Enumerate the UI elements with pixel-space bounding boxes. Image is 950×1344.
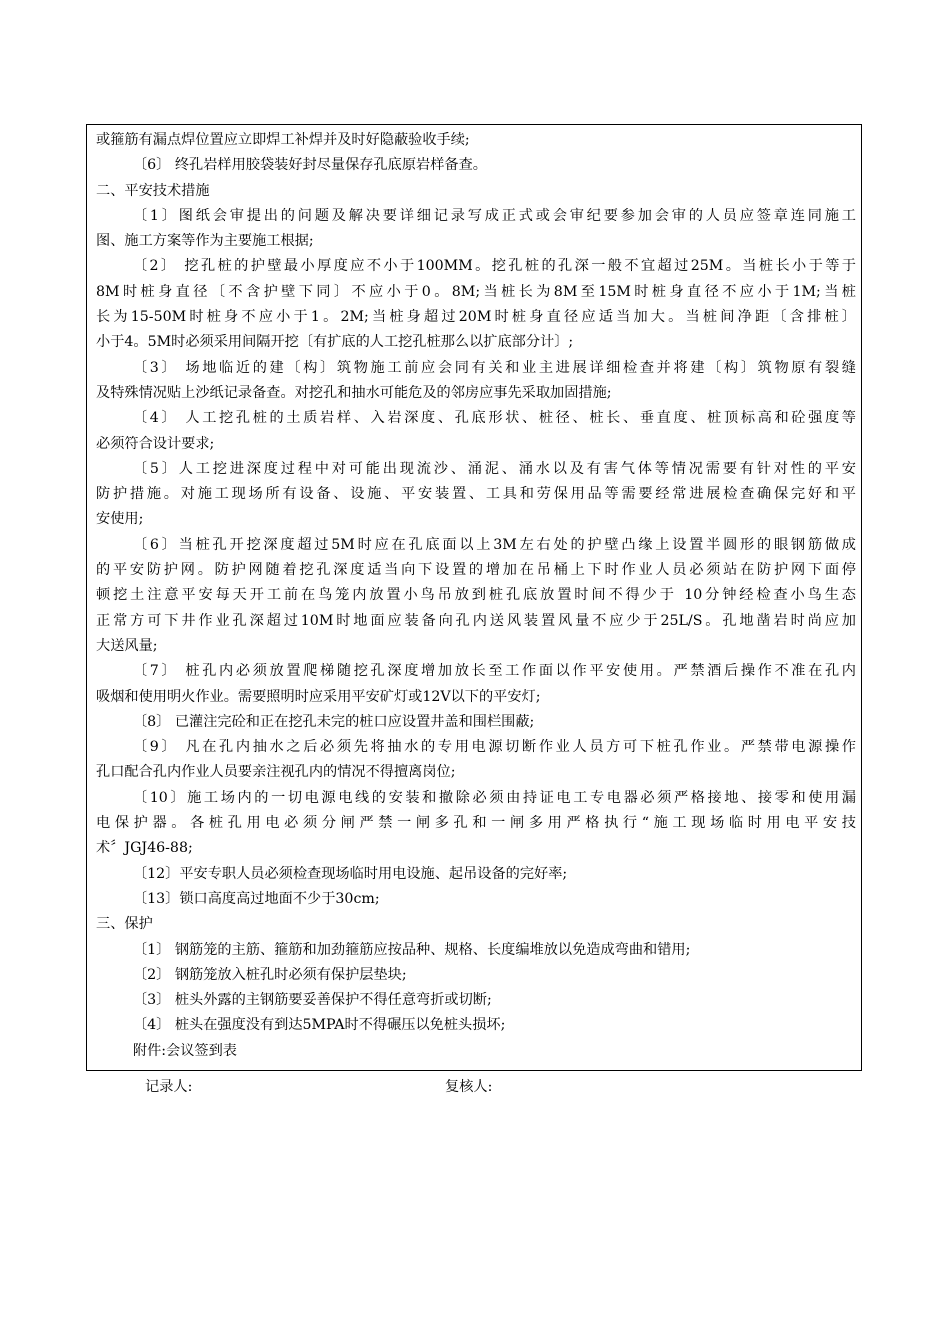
text-line: 〔1〕图纸会审提出的问题及解决要详细记录写成正式或会审纪要参加会审的人员应签章连同施工 (132, 207, 856, 224)
reviewer-label: 复核人: (445, 1079, 493, 1095)
text-line: 顿挖土注意平安每天开工前在鸟笼内放置小鸟吊放到桩孔底放置时间不得少于 10分钟经检查小鸟生态 (96, 587, 856, 604)
text-line: 安使用; (96, 511, 144, 528)
text-line: 图、施工方案等作为主要施工根据; (96, 233, 314, 250)
text-line: 〔5〕人工挖进深度过程中对可能出现流沙、涌泥、涌水以及有害气体等情况需要有针对性的平安 (132, 460, 856, 477)
text-line: 〔13〕锁口高度高过地面不少于30cm; (132, 890, 380, 907)
text-line: 长为15-50M时桩身不应小于1。2M;当桩身超过20M时桩身直径应适当加大。当桩间净距〔含排桩〕 (96, 309, 856, 326)
recorder-label: 记录人: (145, 1079, 193, 1095)
text-line: 〔3〕 场地临近的建〔构〕筑物施工前应会同有关和业主进展详细检查并将建〔构〕筑物原有裂缝 (132, 359, 856, 376)
attachment-note: 附件:会议签到表 (132, 1042, 237, 1059)
text-line: 〔1〕 钢筋笼的主筋、箍筋和加劲箍筋应按品种、规格、长度编堆放以免造成弯曲和错用; (132, 941, 691, 958)
text-line: 或箍筋有漏点焊位置应立即焊工补焊并及时好隐蔽验收手续; (96, 132, 470, 148)
text-line: 〔9〕 凡在孔内抽水之后必须先将抽水的专用电源切断作业人员方可下桩孔作业。严禁带电源操作 (132, 739, 856, 756)
text-line: 〔4〕 人工挖孔桩的土质岩样、入岩深度、孔底形状、桩径、桩长、垂直度、桩顶标高和砼强度等 (132, 410, 856, 427)
document-body (96, 128, 856, 1064)
text-line: 〔4〕 桩头在强度没有到达5MPA时不得碾压以免桩头损坏; (132, 1017, 506, 1034)
text-line: 大送风量; (96, 637, 158, 654)
section-heading: 二、平安技术措施 (96, 182, 210, 199)
text-line: 及特殊情况贴上沙纸记录备查。对挖孔和抽水可能危及的邻房应事先采取加固措施; (96, 384, 612, 401)
text-line: 孔口配合孔内作业人员要亲注视孔内的情况不得擅离岗位; (96, 764, 456, 781)
section-heading: 三、保护 (96, 916, 153, 933)
text-line: 术〞JGJ46-88; (96, 840, 193, 857)
text-line: 〔12〕平安专职人员必须检查现场临时用电设施、起吊设备的完好率; (132, 865, 568, 882)
text-line: 〔2〕 挖孔桩的护壁最小厚度应不小于100MM。挖孔桩的孔深一般不宜超过25M。当桩长小于等于 (132, 258, 856, 275)
text-line: 8M时桩身直径〔不含护壁下同〕不应小于0。8M;当桩长为8M至15M时桩身直径不应小于1M;当桩 (96, 283, 856, 300)
text-line: 防护措施。对施工现场所有设备、设施、平安装置、工具和劳保用品等需要经常进展检查确保完好和平 (96, 486, 856, 503)
text-line: 〔8〕 已灌注完砼和正在挖孔未完的桩口应设置井盖和围栏围蔽; (132, 713, 535, 730)
text-line: 〔2〕 钢筋笼放入桩孔时必须有保护层垫块; (132, 966, 407, 983)
text-line: 电保护器。各桩孔用电必须分闸严禁一闸多孔和一闸多用严格执行“施工现场临时用电平安技 (96, 815, 856, 832)
text-line: 的平安防护网。防护网随着挖孔深度适当向下设置的增加在吊桶上下时作业人员必须站在防护网下面停 (96, 562, 856, 579)
text-line: 〔7〕 桩孔内必须放置爬梯随挖孔深度增加放长至工作面以作平安使用。严禁酒后操作不准在孔内 (132, 663, 856, 680)
text-line: 正常方可下井作业孔深超过10M时地面应装备向孔内送风装置风量不应少于25L/S。孔地凿岩时尚应加 (96, 612, 856, 629)
text-line: 小于4。5M时必须采用间隔开挖〔有扩底的人工挖孔桩那么以扩底部分计〕; (96, 334, 574, 351)
text-line: 〔10〕施工场内的一切电源电线的安装和撤除必须由持证电工专电器必须严格接地、接零和使用漏 (132, 789, 856, 806)
text-line: 必须符合设计要求; (96, 435, 215, 452)
text-line: 吸烟和使用明火作业。需要照明时应采用平安矿灯或12V以下的平安灯; (96, 688, 541, 705)
text-line: 〔3〕 桩头外露的主钢筋要妥善保护不得任意弯折或切断; (132, 992, 492, 1009)
text-line: 〔6〕 终孔岩样用胶袋装好封尽量保存孔底原岩样备查。 (132, 157, 487, 174)
text-line: 〔6〕当桩孔开挖深度超过5M时应在孔底面以上3M左右处的护壁凸缘上设置半圆形的眼钢筋做成 (132, 536, 856, 553)
